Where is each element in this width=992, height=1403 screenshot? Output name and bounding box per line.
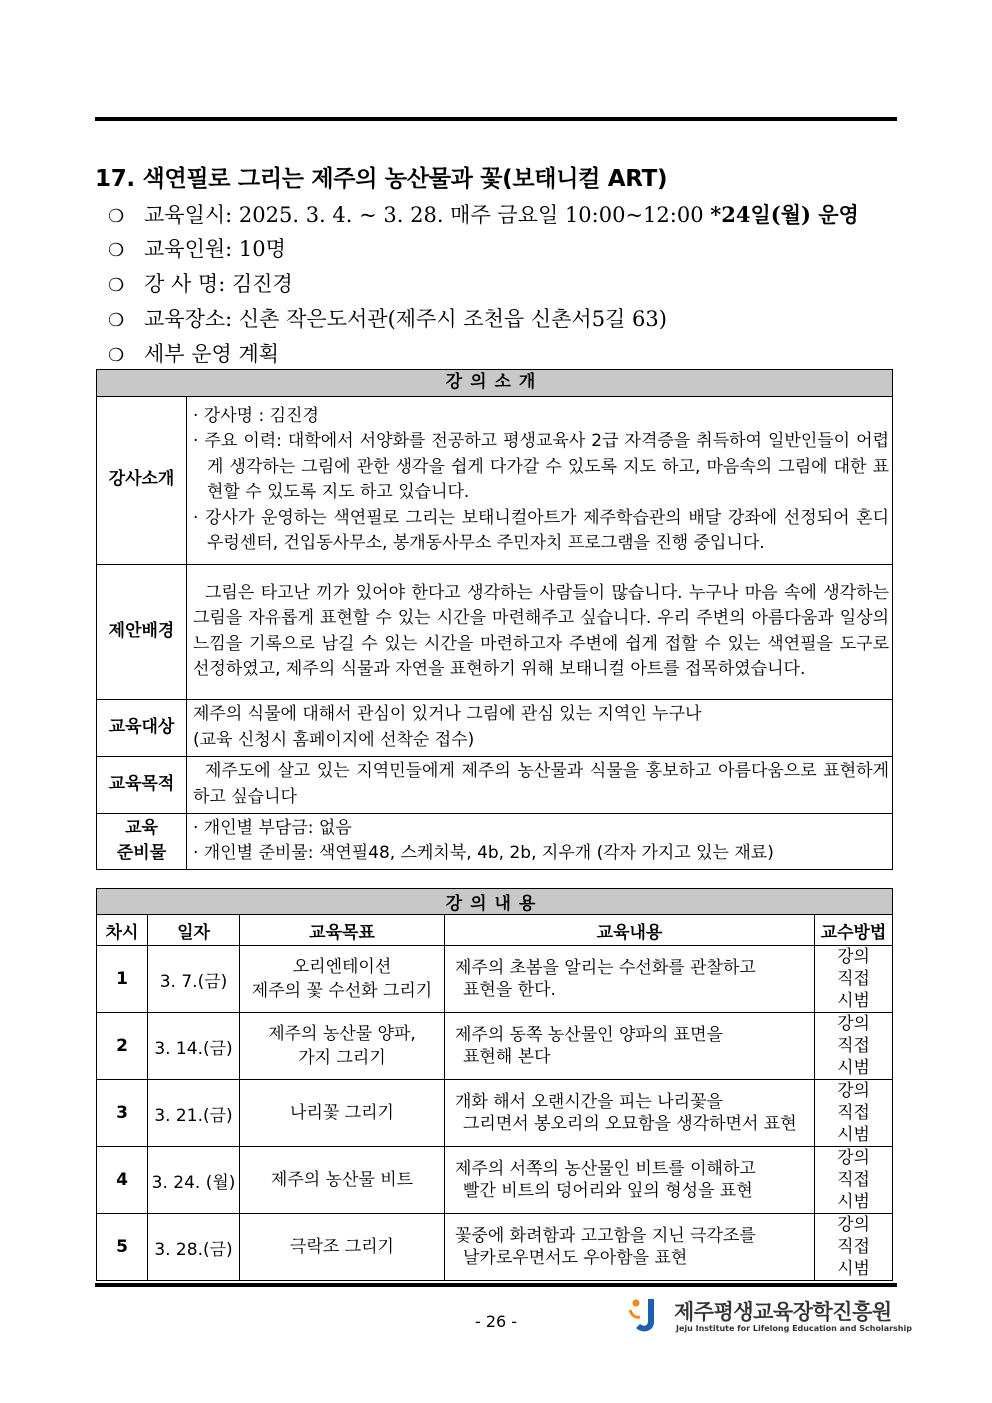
goal-line: 가지 그리기 bbox=[298, 1048, 386, 1068]
target-cell bbox=[187, 699, 893, 756]
column-header-goal: 교육목표 bbox=[240, 915, 445, 946]
instructor-label: 강사소개 bbox=[97, 396, 187, 564]
session-date: 3. 14.(금) bbox=[148, 1013, 240, 1080]
method-line: 직접 bbox=[837, 969, 870, 989]
session-method bbox=[815, 946, 893, 1013]
session-content bbox=[445, 1013, 815, 1080]
org-name-english: Jeju Institute for Lifelong Education and Scholarship bbox=[676, 1324, 912, 1333]
circle-bullet-icon: ❍ bbox=[108, 206, 125, 227]
content-line: 그리면서 봉오리의 오묘함을 생각하면서 표현 bbox=[463, 1114, 797, 1134]
method-line: 시범 bbox=[837, 1259, 870, 1279]
goal-line: 제주의 농산물 비트 bbox=[270, 1170, 414, 1190]
session-number: 4 bbox=[97, 1147, 148, 1214]
info-place bbox=[108, 304, 859, 339]
purpose-text: 제주도에 살고 있는 지역민들에게 제주의 농산물과 식물을 홍보하고 아름다움으로 표현하게 하고 싶습니다 bbox=[193, 761, 889, 807]
supplies-cell bbox=[187, 813, 893, 869]
supplies-label-line: 교육 bbox=[125, 817, 158, 838]
instructor-cell bbox=[187, 396, 893, 564]
method-line: 직접 bbox=[837, 1170, 870, 1190]
top-rule bbox=[95, 117, 897, 121]
session-date: 3. 28.(금) bbox=[148, 1214, 240, 1281]
method-line: 시범 bbox=[837, 1058, 870, 1078]
background-text: 그림은 타고난 끼가 있어야 한다고 생각하는 사람들이 많습니다. 누구나 마음 속에 생각하는 그림을 자유롭게 표현할 수 있는 시간을 마련해주고 싶습니다. 우리 주변의 아름다움과 일상의 느낌을 기록으로 남길 수 있는 시간을 마련하고자 주변에 쉽게 접할 수 있는 색연필을 도구로 선정하였고, 제주의 식물과 자연을 표현하기 위해 보태니컬 아트를 접목하였습니다. bbox=[193, 582, 889, 679]
session-number: 3 bbox=[97, 1080, 148, 1147]
instructor-line: · 주요 이력: 대학에서 서양화를 전공하고 평생교육사 2급 자격증을 취득하여 일반인들이 어렵게 생각하는 그림에 관한 생각을 쉽게 다가갈 수 있도록 지도 하고, 마음속의 그림에 대한 표현할 수 있도록 지도 하고 있습니다. bbox=[193, 431, 889, 502]
circle-bullet-icon: ❍ bbox=[108, 345, 125, 366]
session-goal bbox=[240, 946, 445, 1013]
session-number: 1 bbox=[97, 946, 148, 1013]
org-logo-icon bbox=[624, 1296, 664, 1336]
purpose-label: 교육목적 bbox=[97, 756, 187, 813]
table-row bbox=[97, 1147, 893, 1214]
method-line: 강의 bbox=[837, 1215, 870, 1235]
content-line: 빨간 비트의 덩어리와 잎의 형성을 표현 bbox=[463, 1181, 753, 1201]
info-list bbox=[108, 199, 859, 374]
goal-line: 오리엔테이션 bbox=[292, 957, 392, 977]
goal-line: 극락조 그리기 bbox=[290, 1237, 394, 1257]
info-place-text: 교육장소: 신촌 작은도서관(제주시 조천읍 신촌서5길 63) bbox=[144, 307, 667, 331]
target-line: 제주의 식물에 대해서 관심이 있거나 그림에 관심 있는 지역인 누구나 bbox=[193, 704, 702, 724]
method-line: 시범 bbox=[837, 991, 870, 1011]
table-row bbox=[97, 1080, 893, 1147]
session-number: 5 bbox=[97, 1214, 148, 1281]
session-date: 3. 24. (월) bbox=[148, 1147, 240, 1214]
info-instructor bbox=[108, 269, 859, 304]
info-instructor-text: 강 사 명: 김진경 bbox=[144, 272, 293, 296]
target-label: 교육대상 bbox=[97, 699, 187, 756]
method-line: 직접 bbox=[837, 1103, 870, 1123]
logo-swoosh bbox=[630, 1310, 640, 1317]
background-cell bbox=[187, 564, 893, 699]
session-content bbox=[445, 946, 815, 1013]
schedule-header: 강의내용 bbox=[97, 889, 893, 915]
table-row bbox=[97, 1214, 893, 1281]
supplies-label-line: 준비물 bbox=[116, 843, 167, 863]
goal-line: 나리꽃 그리기 bbox=[290, 1103, 394, 1123]
session-goal bbox=[240, 1080, 445, 1147]
method-line: 강의 bbox=[837, 1081, 870, 1101]
intro-table bbox=[96, 369, 893, 870]
session-content bbox=[445, 1147, 815, 1214]
org-logo bbox=[624, 1296, 912, 1338]
instructor-line: · 강사가 운영하는 색연필로 그리는 보태니컬아트가 제주학습관의 배달 강좌에 선정되어 혼디우렁센터, 건입동사무소, 봉개동사무소 주민자치 프로그램을 진행 중입니다. bbox=[193, 507, 889, 553]
info-plan-text: 세부 운영 계획 bbox=[144, 342, 280, 366]
target-line: (교육 신청시 홈페이지에 선착순 접수) bbox=[193, 729, 475, 750]
session-method bbox=[815, 1080, 893, 1147]
content-line: 표현을 한다. bbox=[463, 980, 556, 1000]
intro-header: 강의소개 bbox=[97, 370, 893, 397]
logo-dot bbox=[633, 1300, 640, 1307]
background-label: 제안배경 bbox=[97, 564, 187, 699]
goal-line: 제주의 꽃 수선화 그리기 bbox=[251, 981, 433, 1001]
info-date-text: 교육일시: 2025. 3. 4. ~ 3. 28. 매주 금요일 10:00~12:00 bbox=[144, 203, 704, 227]
method-line: 강의 bbox=[837, 1148, 870, 1168]
circle-bullet-icon: ❍ bbox=[108, 275, 125, 296]
org-name: 제주평생교육장학진흥원 bbox=[674, 1300, 892, 1324]
method-line: 강의 bbox=[837, 1014, 870, 1034]
circle-bullet-icon: ❍ bbox=[108, 310, 125, 331]
column-header-method: 교수방법 bbox=[815, 915, 893, 946]
session-method bbox=[815, 1013, 893, 1080]
session-content bbox=[445, 1214, 815, 1281]
content-line: 표현해 본다 bbox=[463, 1047, 551, 1067]
session-number: 2 bbox=[97, 1013, 148, 1080]
content-line: 제주의 서쪽의 농산물인 비트를 이해하고 bbox=[455, 1159, 756, 1179]
schedule-table bbox=[96, 888, 893, 1281]
info-date bbox=[108, 199, 859, 234]
method-line: 직접 bbox=[837, 1237, 870, 1257]
column-header-date: 일자 bbox=[148, 915, 240, 946]
table-row bbox=[97, 946, 893, 1013]
purpose-cell bbox=[187, 756, 893, 813]
content-line: 제주의 동쪽 농산물인 양파의 표면을 bbox=[455, 1025, 723, 1045]
table-row bbox=[97, 1013, 893, 1080]
supplies-line: · 개인별 준비물: 색연필48, 스케치북, 4b, 2b, 지우개 (각자 가지고 있는 재료) bbox=[193, 843, 774, 863]
content-line: 제주의 초봄을 알리는 수선화를 관찰하고 bbox=[455, 958, 756, 978]
bottom-rule bbox=[95, 1283, 897, 1287]
instructor-line: · 강사명 : 김진경 bbox=[193, 405, 319, 426]
column-header-content: 교육내용 bbox=[445, 915, 815, 946]
info-date-note: *24일(월) 운영 bbox=[710, 202, 859, 227]
session-goal bbox=[240, 1214, 445, 1281]
session-method bbox=[815, 1147, 893, 1214]
method-line: 시범 bbox=[837, 1125, 870, 1145]
session-goal bbox=[240, 1147, 445, 1214]
column-header-session: 차시 bbox=[97, 915, 148, 946]
session-method bbox=[815, 1214, 893, 1281]
method-line: 시범 bbox=[837, 1192, 870, 1212]
circle-bullet-icon: ❍ bbox=[108, 240, 125, 261]
content-line: 개화 해서 오랜시간을 피는 나리꽃을 bbox=[455, 1092, 723, 1112]
session-content bbox=[445, 1080, 815, 1147]
session-goal bbox=[240, 1013, 445, 1080]
supplies-label bbox=[97, 813, 187, 869]
method-line: 직접 bbox=[837, 1036, 870, 1056]
supplies-line: · 개인별 부담금: 없음 bbox=[193, 817, 352, 838]
info-people bbox=[108, 234, 859, 269]
page-title: 17. 색연필로 그리는 제주의 농산물과 꽃(보태니컬 ART) bbox=[95, 166, 668, 192]
content-line: 꽃중에 화려함과 고고함을 지닌 극각조를 bbox=[455, 1226, 756, 1246]
goal-line: 제주의 농산물 양파, bbox=[268, 1024, 416, 1044]
content-line: 날카로우면서도 우아함을 표현 bbox=[463, 1248, 688, 1268]
method-line: 강의 bbox=[837, 947, 870, 967]
page-number: - 26 - bbox=[474, 1312, 518, 1331]
info-people-text: 교육인원: 10명 bbox=[144, 237, 286, 261]
session-date: 3. 7.(금) bbox=[148, 946, 240, 1013]
session-date: 3. 21.(금) bbox=[148, 1080, 240, 1147]
